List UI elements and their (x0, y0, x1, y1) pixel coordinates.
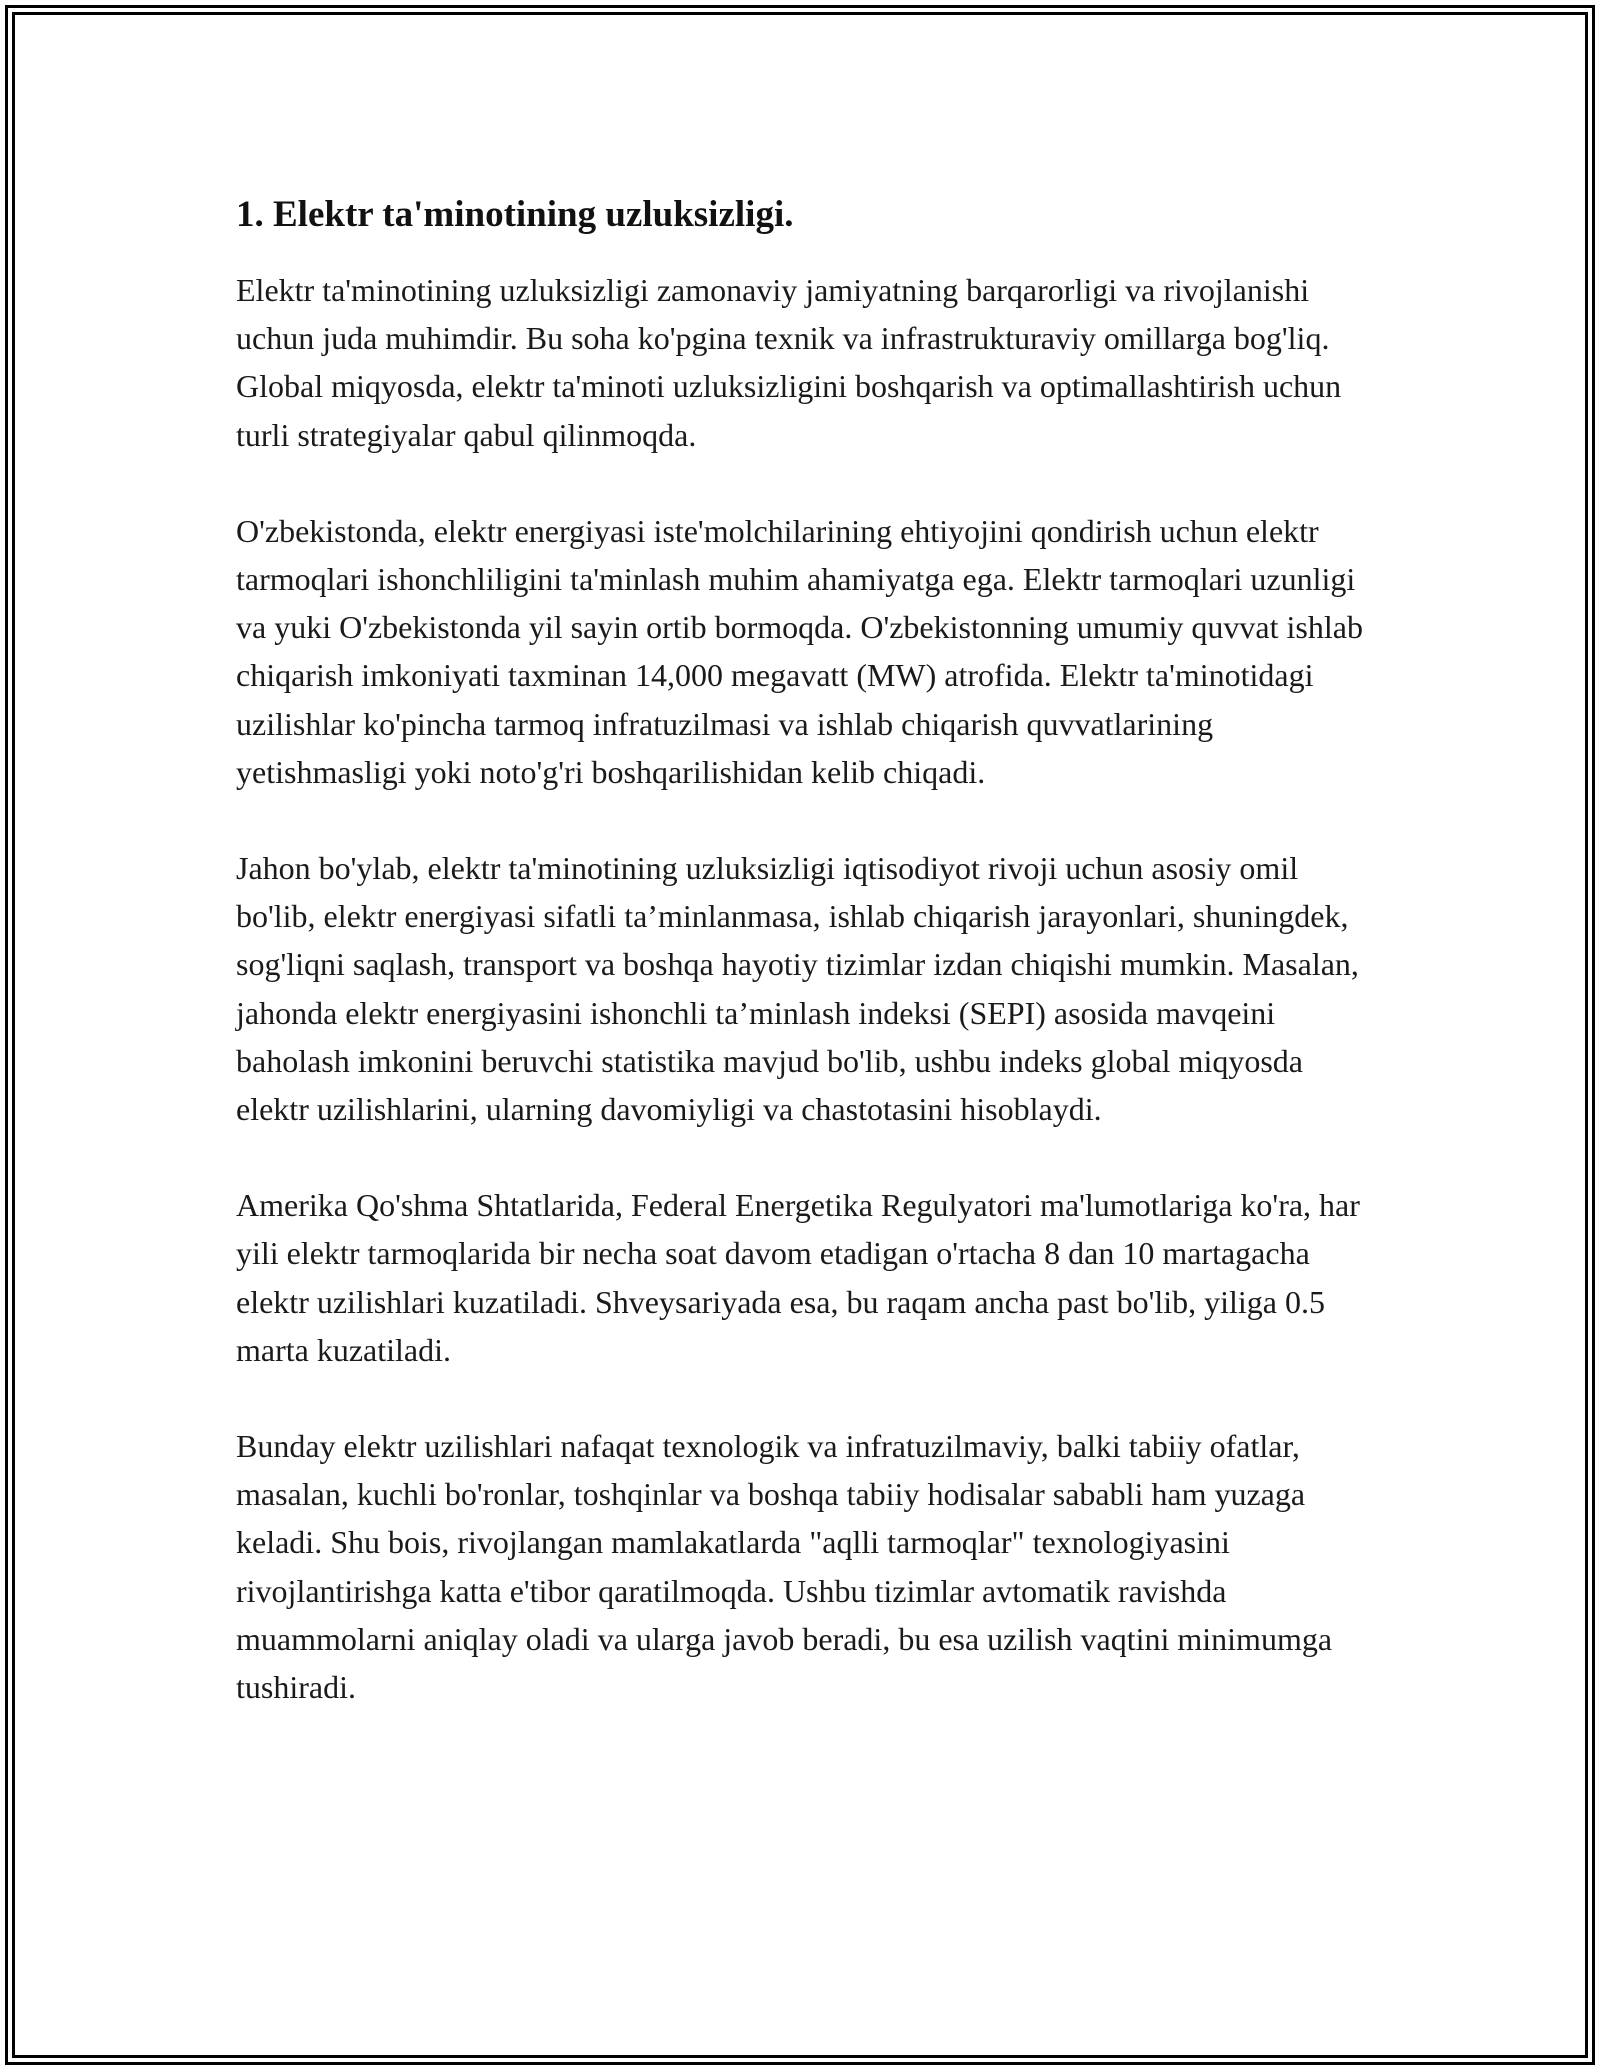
paragraph-smart-grids: Bunday elektr uzilishlari nafaqat texnologik va infratuzilmaviy, balki tabiiy ofatlar, masalan, kuchli bo'ronlar, toshqinlar va boshqa tabiiy hodisalar sababli ham yuzaga keladi. Shu bois, rivojlangan mamlakatlarda "aqlli tarmoqlar" texnologiyasini rivojlantirishga katta e'tibor qaratilmoqda. Ushbu tizimlar avtomatik ravishda muammolarni aniqlay oladi va ularga javob beradi, bu esa uzilish vaqtini minimumga tushiradi. (236, 1428, 1333, 1706)
paragraph-intro: Elektr ta'minotining uzluksizligi zamonaviy jamiyatning barqarorligi va rivojlanishi uchun juda muhimdir. Bu soha ko'pgina texnik va infrastrukturaviy omillarga bog'liq. Global miqyosda, elektr ta'minoti uzluksizligini boshqarish va optimallashtirish uchun turli strategiyalar qabul qilinmoqda. (236, 272, 1342, 453)
paragraph-uzbekistan: O'zbekistonda, elektr energiyasi iste'molchilarining ehtiyojini qondirish uchun elektr tarmoqlari ishonchliligini ta'minlash muhim ahamiyatga ega. Elektr tarmoqlari uzunligi va yuki O'zbekistonda yil sayin ortib bormoqda. O'zbekistonning umumiy quvvat ishlab chiqarish imkoniyati taxminan 14,000 megavatt (MW) atrofida. Elektr ta'minotidagi uzilishlar ko'pincha tarmoq infratuzilmasi va ishlab chiqarish quvvatlarining yetishmasligi yoki noto'g'ri boshqarilishidan kelib chiqadi. (236, 512, 1363, 790)
paragraph-usa-switzerland: Amerika Qo'shma Shtatlarida, Federal Energetika Regulyatori ma'lumotlariga ko'ra, har yili elektr tarmoqlarida bir necha soat davom etadigan o'rtacha 8 dan 10 martagacha elektr uzilishlari kuzatiladi. Shveysariyada esa, bu raqam ancha past bo'lib, yiliga 0.5 marta kuzatiladi. (236, 1187, 1360, 1368)
document-body (236, 186, 1376, 1759)
paragraph-global: Jahon bo'ylab, elektr ta'minotining uzluksizligi iqtisodiyot rivoji uchun asosiy omil bo'lib, elektr energiyasi sifatli ta’minlanmasa, ishlab chiqarish jarayonlari, shuningdek, sog'liqni saqlash, transport va boshqa hayotiy tizimlar izdan chiqishi mumkin. Masalan, jahonda elektr energiyasini ishonchli ta’minlash indeksi (SEPI) asosida mavqeini baholash imkonini beruvchi statistika mavjud bo'lib, ushbu indeks global miqyosda elektr uzilishlarini, ularning davomiyligi va chastotasini hisoblaydi. (236, 850, 1359, 1128)
section-heading: 1. Elektr ta'minotining uzluksizligi. (236, 194, 794, 235)
